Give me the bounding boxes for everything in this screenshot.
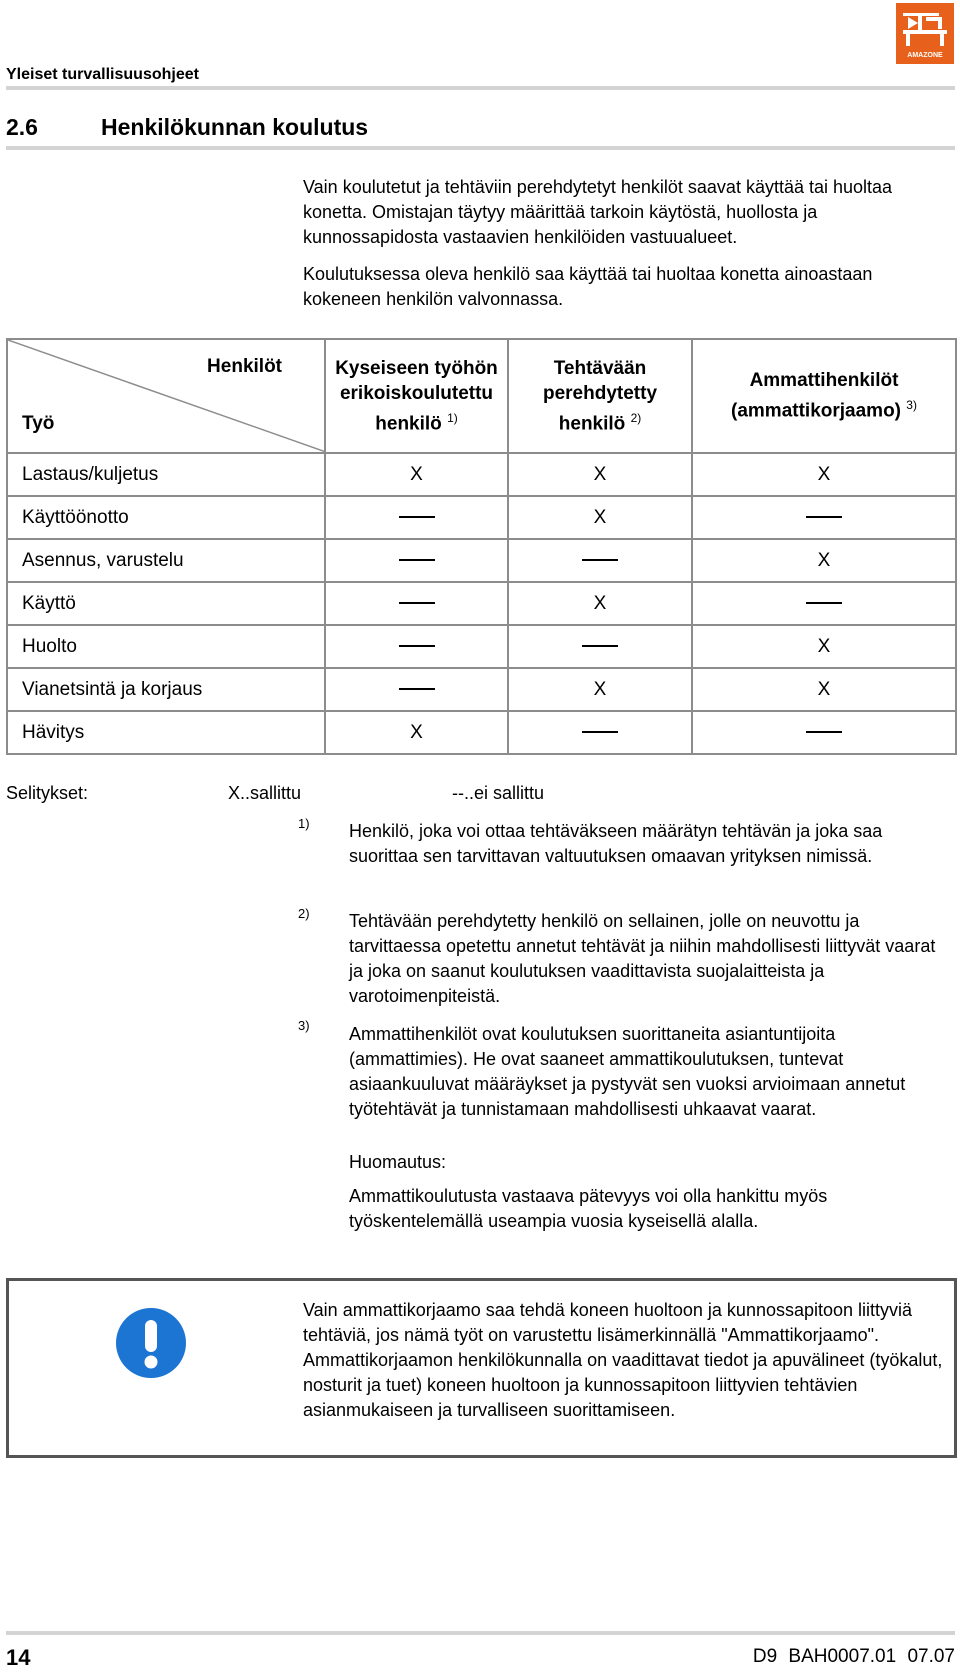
- table-row: [7, 625, 956, 668]
- dash-icon: [399, 516, 435, 518]
- dash-icon: [582, 731, 618, 733]
- training-table: [6, 338, 957, 755]
- corner-label-persons: Henkilöt: [207, 356, 282, 377]
- dash-icon: [806, 731, 842, 733]
- intro-paragraph-2: Koulutuksessa oleva henkilö saa käyttää tai huoltaa konetta ainoastaan kokeneen henkilön valvonnassa.: [303, 264, 873, 309]
- task-cell: Huolto: [7, 625, 325, 668]
- note-label: Huomautus:: [349, 1152, 447, 1172]
- allowed-mark: X: [508, 668, 692, 711]
- allowed-mark: X: [325, 711, 508, 754]
- task-cell: Käyttö: [7, 582, 325, 625]
- footnote-number: 2): [298, 906, 310, 921]
- section-rule: [6, 146, 955, 150]
- not-allowed-mark: [508, 539, 692, 582]
- not-allowed-mark: [325, 539, 508, 582]
- dash-icon: [399, 688, 435, 690]
- footer-rule: [6, 1631, 955, 1635]
- note-text: Ammattikoulutusta vastaava pätevyys voi olla hankittu myös työskentelemällä useampia vuosia kyseisellä alalla.: [349, 1186, 828, 1231]
- not-allowed-mark: [508, 625, 692, 668]
- dash-icon: [582, 559, 618, 561]
- table-row: [7, 668, 956, 711]
- allowed-mark: X: [508, 453, 692, 496]
- task-cell: Lastaus/kuljetus: [7, 453, 325, 496]
- footnote-number: 3): [298, 1018, 310, 1033]
- document-id: D9 BAH0007.01 07.07: [752, 1646, 955, 1667]
- footnote-text: Tehtävään perehdytetty henkilö on sellainen, jolle on neuvottu ja tarvittaessa opetettu annetut tehtävät ja niihin mahdollisesti liittyvät vaarat ja joka on saanut koulutuksen vaadittavista suojalaitteista ja varotoimenpiteistä.: [349, 911, 936, 1006]
- dash-icon: [399, 559, 435, 561]
- header-rule: [6, 86, 955, 90]
- section-title-text: Henkilökunnan koulutus: [101, 114, 369, 140]
- not-allowed-mark: [508, 711, 692, 754]
- table-row: [7, 582, 956, 625]
- dash-icon: [582, 645, 618, 647]
- allowed-mark: X: [508, 582, 692, 625]
- intro-paragraph-1: Vain koulutetut ja tehtäviin perehdytetyt henkilöt saavat käyttää tai huoltaa konetta. Omistajan täytyy määrittää tarkoin käytöstä, huollosta ja kunnossapidosta vastaavien henkilöiden vastuualueet.: [303, 177, 893, 247]
- not-allowed-mark: [692, 711, 956, 754]
- allowed-mark: X: [508, 496, 692, 539]
- column-header: Ammattihenkilöt (ammattikorjaamo) $^{3)}$: [692, 339, 956, 453]
- section-number: 2.6: [6, 114, 38, 140]
- dash-icon: [399, 645, 435, 647]
- amazone-logo: [896, 3, 954, 64]
- allowed-mark: X: [325, 453, 508, 496]
- dash-icon: [806, 602, 842, 604]
- not-allowed-mark: [692, 496, 956, 539]
- allowed-mark: X: [692, 539, 956, 582]
- legend-allowed: X..sallittu: [228, 783, 302, 803]
- legend-not-allowed: --..ei sallittu: [452, 783, 545, 803]
- allowed-mark: X: [692, 668, 956, 711]
- section-title: [6, 114, 368, 141]
- table-corner-cell: [7, 339, 325, 453]
- dash-icon: [806, 516, 842, 518]
- page-number: 14: [6, 1645, 31, 1670]
- corner-label-work: Työ: [22, 413, 55, 434]
- column-header: Tehtävään perehdytetty henkilö $^{2)}$: [508, 339, 692, 453]
- table-header-row: [7, 339, 956, 453]
- column-header: Kyseiseen työhön erikoiskoulutettu henkilö $^{1)}$: [325, 339, 508, 453]
- allowed-mark: X: [692, 625, 956, 668]
- table-row: [7, 496, 956, 539]
- footnote-text: Henkilö, joka voi ottaa tehtäväkseen määrätyn tehtävän ja joka saa suorittaa sen tarvittavan valtuutuksen omaavan yrityksen nimissä.: [349, 821, 883, 866]
- notice-text: Vain ammattikorjaamo saa tehdä koneen huoltoon ja kunnossapitoon liittyviä tehtäviä, jos nämä työt on varustettu lisämerkinnällä "Ammattikorjaamo". Ammattikorjaamon henkilökunnalla on vaadittavat tiedot ja apuvälineet (työkalut, nosturit ja tuet) koneen huoltoon ja kunnossapitoon liittyvien tehtävien asianmukaiseen ja turvalliseen suorittamiseen.: [303, 1300, 943, 1420]
- table-row: [7, 453, 956, 496]
- task-cell: Hävitys: [7, 711, 325, 754]
- notice-box: [6, 1278, 957, 1458]
- not-allowed-mark: [325, 582, 508, 625]
- not-allowed-mark: [692, 582, 956, 625]
- not-allowed-mark: [325, 668, 508, 711]
- not-allowed-mark: [325, 496, 508, 539]
- dash-icon: [399, 602, 435, 604]
- not-allowed-mark: [325, 625, 508, 668]
- task-cell: Vianetsintä ja korjaus: [7, 668, 325, 711]
- allowed-mark: X: [692, 453, 956, 496]
- task-cell: Asennus, varustelu: [7, 539, 325, 582]
- footnote-number: 1): [298, 816, 310, 831]
- logo-text: AMAZONE: [907, 52, 943, 59]
- task-cell: Käyttöönotto: [7, 496, 325, 539]
- table-row: [7, 539, 956, 582]
- legend-label: Selitykset:: [6, 783, 89, 803]
- exclamation-icon: [116, 1308, 186, 1383]
- header-title: Yleiset turvallisuusohjeet: [6, 66, 199, 83]
- table-row: [7, 711, 956, 754]
- footnote-text: Ammattihenkilöt ovat koulutuksen suorittaneita asiantuntijoita (ammattimies). He ovat saaneet ammattikoulutuksen, tuntevat asiaankuuluvat määräykset ja pystyvät sen vuoksi arvioimaan annetut työtehtävät ja tunnistamaan mahdollisesti uhkaavat vaarat.: [349, 1024, 906, 1119]
